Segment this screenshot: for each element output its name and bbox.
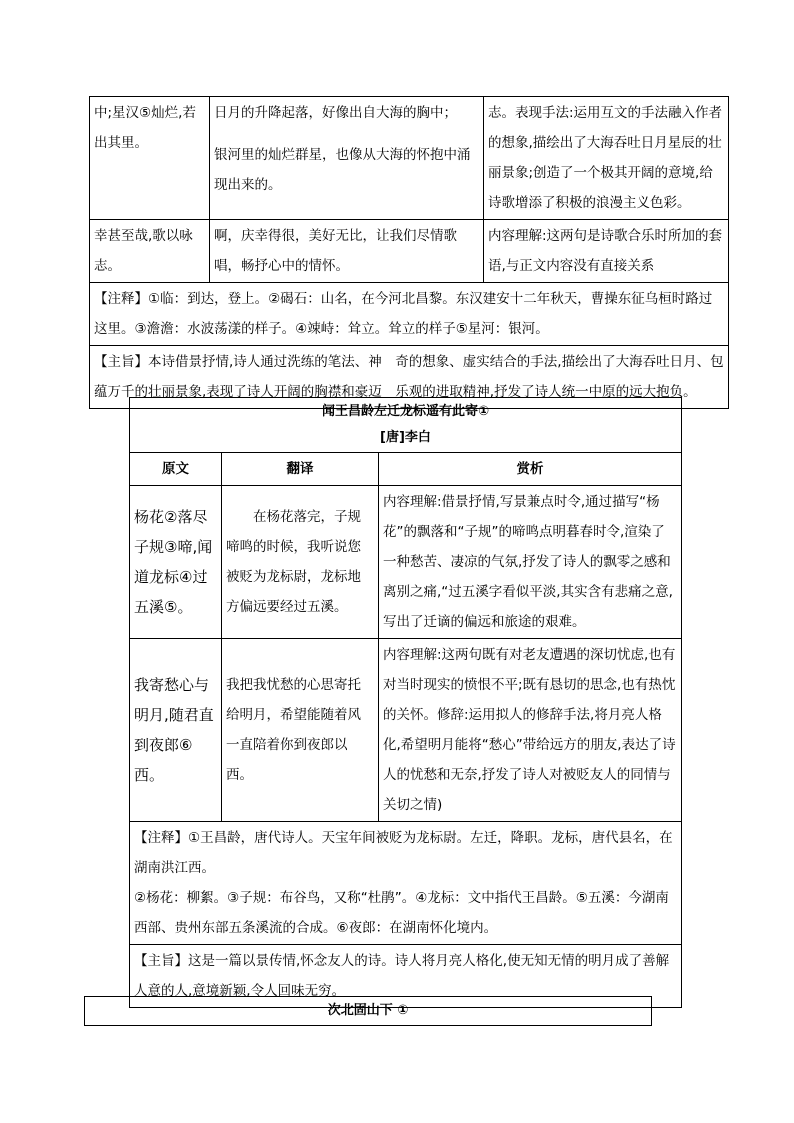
translation-cell: 啊，庆幸得很，美好无比，让我们尽情歌唱，畅抒心中的情怀。 — [210, 220, 484, 283]
notes-line: 【注释】①王昌龄，唐代诗人。天宝年间被贬为龙标尉。左迁，降职。龙标，唐代县名，在湖南洪江西。 — [134, 830, 673, 876]
appreciation-cell: 内容理解:这两句既有对老友遭遇的深切忧虑,也有对当时现实的愤恨不平;既有恳切的思念,也有热忱的关怀。修辞:运用拟人的修辞手法,将月亮人格化,希望明月能将“愁心”带给远方的朋友,表达了诗人的忧愁和无奈,抒发了诗人对被贬友人的同情与关切之情) — [379, 639, 682, 822]
table-row — [90, 97, 729, 220]
table-row — [90, 220, 729, 283]
header-original: 原文 — [130, 453, 222, 486]
translation-cell: 在杨花落完，子规啼鸣的时候，我听说您被贬为龙标尉，龙标地方偏远要经过五溪。 — [222, 486, 379, 639]
translation-cell: 我把我忧愁的心思寄托给明月，希望能随着风一直陪着你到夜郎以西。 — [222, 639, 379, 822]
appreciation-cell: 内容理解:这两句是诗歌合乐时所加的套语,与正文内容没有直接关系 — [484, 220, 729, 283]
notes-cell: 【注释】①临：到达，登上。②碣石：山名，在今河北昌黎。东汉建安十二年秋天，曹操东征乌桓时路过这里。③澹澹：水波荡漾的样子。④竦峙：耸立。耸立的样子⑤星河：银河。 — [90, 283, 729, 346]
notes-line: ②杨花：柳絮。③子规：布谷鸟，又称“杜鹃”。④龙标：文中指代王昌龄。⑤五溪：今湖南西部、贵州东部五条溪流的合成。⑥夜郎：在湖南怀化境内。 — [134, 890, 669, 936]
notes-row — [130, 822, 682, 945]
appreciation-cell: 内容理解:借景抒情,写景兼点时令,通过描写“杨花”的飘落和“子规”的啼鸣点明暮春时令,渲染了一种愁苦、凄凉的气氛,抒发了诗人的飘零之感和离别之痛,“过五溪字看似平淡,其实含有悲痛之意,写出了迁谪的偏远和旅途的艰难。 — [379, 486, 682, 639]
original-cell: 中;星汉⑤灿烂,若出其里。 — [90, 97, 210, 220]
header-row — [130, 453, 682, 486]
poem-title — [130, 398, 682, 453]
poem-table-2 — [129, 397, 682, 1008]
poem-author: [唐]李白 — [380, 430, 431, 445]
poem-title: 次北固山下 ① — [85, 997, 652, 1026]
notes-cell — [130, 822, 682, 945]
translation-cell — [210, 97, 484, 220]
header-translation: 翻译 — [222, 453, 379, 486]
poem-title-text: 闻王昌龄左迁龙标遥有此寄① — [321, 404, 489, 419]
poem-table-1 — [89, 96, 729, 409]
original-cell: 杨花②落尽子规③啼,闻道龙标④过五溪⑤。 — [130, 486, 222, 639]
table-row — [130, 639, 682, 822]
appreciation-cell: 志。表现手法:运用互文的手法融入作者的想象,描绘出了大海吞吐日月星辰的壮丽景象;创造了一个极其开阔的意境,给诗歌增添了积极的浪漫主义色彩。 — [484, 97, 729, 220]
original-cell: 幸甚至哉,歌以咏志。 — [90, 220, 210, 283]
translation-line: 银河里的灿烂群星，也像从大海的怀抱中涌现出来的。 — [214, 147, 471, 193]
title-row — [85, 997, 652, 1026]
notes-row — [90, 283, 729, 346]
header-appreciation: 赏析 — [379, 453, 682, 486]
theme-cell: 【主旨】这是一篇以景传情,怀念友人的诗。诗人将月亮人格化,使无知无情的明月成了善解人意的人,意境新颖,令人回味无穷。 — [130, 945, 682, 1008]
poem-table-3 — [84, 996, 652, 1026]
original-cell: 我寄愁心与明月,随君直到夜郎⑥西。 — [130, 639, 222, 822]
table-row — [130, 486, 682, 639]
title-row — [130, 398, 682, 453]
theme-cell: 【主旨】本诗借景抒情,诗人通过洗练的笔法、神 奇的想象、虚实结合的手法,描绘出了大海吞吐日月、包蕴万千的壮丽景象,表现了诗人开阔的胸襟和豪迈 乐观的进取精神,抒发了诗人统一中原的远大抱负。 — [90, 346, 729, 409]
translation-line: 日月的升降起落，好像出自大海的胸中； — [214, 105, 457, 121]
